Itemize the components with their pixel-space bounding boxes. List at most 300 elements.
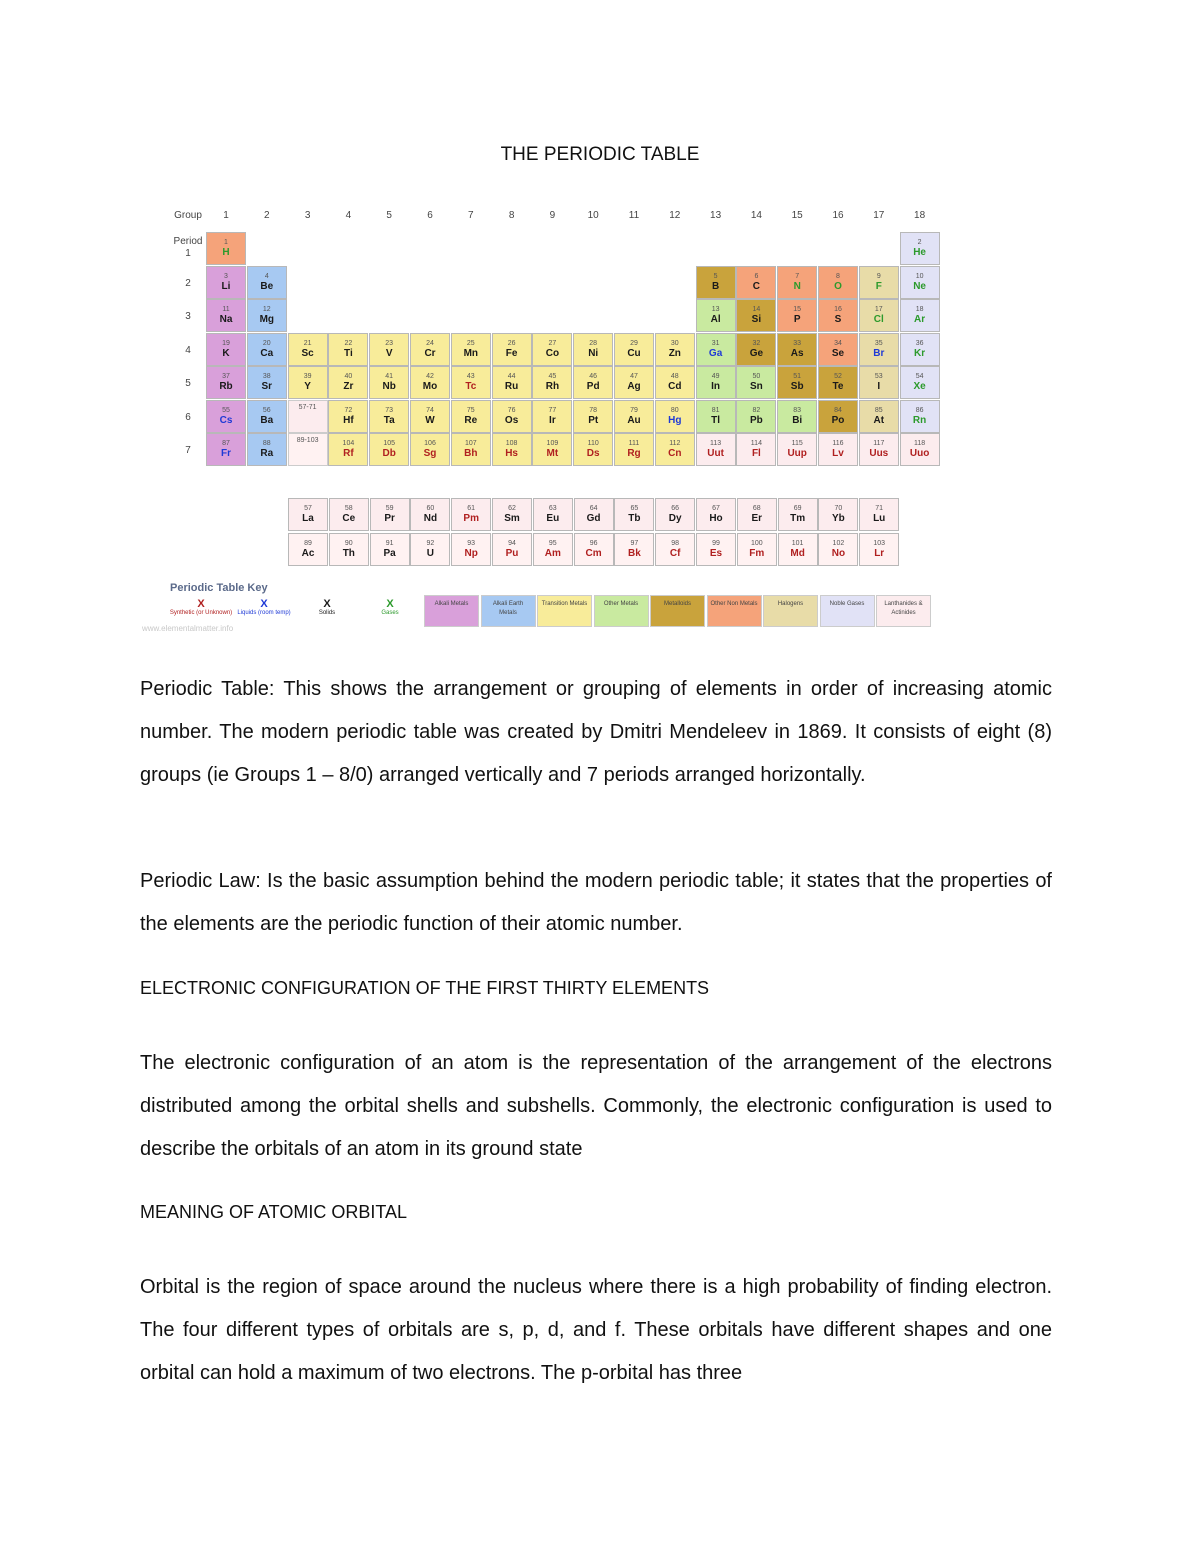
- element-symbol: Hg: [668, 414, 682, 426]
- element-number: 23: [385, 339, 394, 347]
- element-symbol: Nd: [423, 513, 438, 524]
- element-number: 104: [342, 440, 355, 447]
- element-cell-sm: [492, 498, 532, 531]
- element-number: 107: [464, 440, 477, 447]
- element-cell-sg: [410, 433, 450, 466]
- element-symbol: Bi: [792, 414, 803, 426]
- element-cell-tm: [778, 498, 818, 531]
- element-number: 27: [548, 339, 557, 347]
- element-symbol: Hs: [505, 448, 518, 459]
- key-symbol-desc: Synthetic (or Unknown): [169, 610, 233, 616]
- element-symbol: Bk: [627, 548, 641, 559]
- element-symbol: Rf: [343, 448, 354, 459]
- element-number: 99: [712, 540, 720, 547]
- key-symbol-desc: Gases: [381, 610, 399, 616]
- element-symbol: Mn: [463, 347, 479, 359]
- element-number: 117: [873, 440, 885, 447]
- element-cell-hs: [492, 433, 532, 466]
- element-symbol: Eu: [546, 513, 560, 524]
- element-number: 68: [752, 505, 761, 512]
- group-number: 8: [508, 210, 515, 221]
- element-symbol: Ra: [260, 448, 274, 459]
- group-number: 16: [832, 210, 844, 221]
- element-cell-hg: [655, 400, 695, 433]
- element-cell-pu: [492, 533, 532, 566]
- element-number: 98: [671, 540, 680, 547]
- element-cell-ir: [532, 400, 572, 433]
- series-placeholder-cell: 89-103: [288, 433, 328, 466]
- element-symbol: Sr: [261, 381, 273, 392]
- element-cell-rh: [532, 366, 572, 399]
- element-cell-ti: [328, 333, 368, 366]
- element-cell-uup: [777, 433, 817, 466]
- element-number: 44: [507, 373, 516, 380]
- element-symbol: Am: [544, 548, 561, 559]
- element-cell-u: [410, 533, 450, 566]
- element-cell-lu: [859, 498, 899, 531]
- element-cell-tc: [451, 366, 491, 399]
- element-symbol: Uuo: [909, 448, 930, 459]
- element-cell-cr: [410, 333, 450, 366]
- element-symbol: S: [834, 314, 842, 325]
- element-cell-cf: [655, 533, 695, 566]
- element-cell-hf: [328, 400, 368, 433]
- element-number: 58: [344, 505, 353, 512]
- element-cell-er: [737, 498, 777, 531]
- element-cell-li: [206, 266, 246, 299]
- element-symbol: Md: [790, 548, 805, 559]
- element-cell-pd: [573, 366, 613, 399]
- element-cell-lv: [818, 433, 858, 466]
- element-number: 41: [385, 373, 394, 380]
- period-number: 6: [185, 411, 191, 423]
- element-cell-pr: [370, 498, 410, 531]
- element-number: 92: [426, 540, 435, 547]
- group-number: 12: [669, 210, 681, 221]
- element-symbol: O: [834, 280, 842, 292]
- element-cell-f: [859, 266, 899, 299]
- key-category-box: Lanthanides & Actinides: [876, 595, 931, 627]
- element-symbol: At: [873, 414, 885, 426]
- element-number: 110: [587, 440, 599, 447]
- element-cell-ca: [247, 333, 287, 366]
- element-symbol: Ru: [504, 381, 519, 392]
- element-number: 62: [508, 505, 516, 512]
- element-cell-bi: [777, 400, 817, 433]
- element-symbol: Xe: [913, 381, 926, 392]
- element-number: 61: [467, 505, 476, 512]
- key-category-box: Other Metals: [594, 595, 649, 627]
- element-cell-re: [451, 400, 491, 433]
- element-number: 85: [874, 406, 883, 414]
- element-cell-es: [696, 533, 736, 566]
- element-symbol: Ca: [260, 347, 274, 359]
- element-symbol: F: [875, 280, 882, 292]
- element-number: 115: [791, 440, 803, 447]
- key-category-box: Alkali Earth Metals: [481, 595, 536, 627]
- element-number: 55: [222, 406, 230, 414]
- element-symbol: Al: [710, 314, 721, 325]
- element-number: 39: [303, 373, 312, 380]
- element-symbol: Fr: [221, 448, 231, 459]
- element-number: 106: [424, 440, 436, 447]
- element-number: 51: [793, 373, 802, 380]
- element-cell-md: [778, 533, 818, 566]
- element-symbol: No: [831, 548, 846, 559]
- element-number: 48: [670, 373, 679, 380]
- element-symbol: I: [877, 381, 881, 392]
- element-cell-mg: [247, 299, 287, 332]
- element-number: 12: [262, 306, 271, 313]
- element-cell-at: [859, 400, 899, 433]
- element-symbol: Br: [873, 347, 885, 359]
- element-symbol: Co: [545, 347, 560, 359]
- element-number: 18: [915, 306, 924, 313]
- element-cell-al: [696, 299, 736, 332]
- element-cell-kr: [900, 333, 940, 366]
- element-symbol: Pu: [505, 548, 519, 559]
- element-symbol: Ni: [588, 347, 599, 359]
- element-cell-la: [288, 498, 328, 531]
- group-number: 18: [914, 210, 926, 221]
- element-cell-n: [777, 266, 817, 299]
- element-cell-co: [532, 333, 572, 366]
- element-number: 45: [548, 373, 557, 380]
- element-cell-os: [492, 400, 532, 433]
- element-symbol: Pa: [383, 548, 396, 559]
- element-symbol: Kr: [914, 347, 926, 359]
- element-number: 46: [589, 373, 598, 380]
- element-cell-bk: [614, 533, 654, 566]
- element-symbol: Uus: [869, 448, 889, 459]
- element-number: 53: [874, 373, 883, 380]
- element-number: 6: [754, 272, 759, 280]
- paragraph-electronic-configuration: The electronic configuration of an atom is the representation of the arrangement of the electrons distributed among the orbital shells and subshells. Commonly, the electronic configuration is used to describe the orbitals of an atom in its ground state: [140, 1052, 1052, 1160]
- element-cell-fr: [206, 433, 246, 466]
- element-symbol: In: [711, 381, 721, 392]
- element-cell-cm: [574, 533, 614, 566]
- element-number: 96: [589, 540, 598, 547]
- element-number: 24: [426, 339, 434, 347]
- series-placeholder-cell: 57-71: [288, 400, 328, 433]
- element-cell-uuo: [900, 433, 940, 466]
- element-symbol: Sc: [301, 347, 314, 359]
- element-cell-br: [859, 333, 899, 366]
- element-number: 91: [385, 540, 394, 547]
- element-symbol: Pb: [750, 414, 763, 426]
- element-symbol: Os: [504, 414, 519, 426]
- element-number: 47: [630, 373, 638, 380]
- element-cell-sn: [736, 366, 776, 399]
- period-number: 5: [185, 378, 191, 389]
- element-number: 75: [466, 406, 475, 414]
- element-symbol: Gd: [586, 513, 601, 524]
- group-number: 2: [264, 210, 270, 221]
- element-number: 19: [222, 339, 230, 347]
- group-number: 11: [628, 210, 640, 221]
- element-cell-nd: [410, 498, 450, 531]
- element-number: 95: [548, 540, 557, 547]
- element-symbol: Hf: [343, 414, 354, 426]
- element-number: 13: [711, 306, 720, 313]
- element-cell-ge: [736, 333, 776, 366]
- element-symbol: Uup: [787, 448, 807, 459]
- element-number: 59: [385, 505, 394, 512]
- element-symbol: Nb: [382, 381, 396, 392]
- element-symbol: Ce: [342, 513, 356, 524]
- group-number: 1: [223, 210, 229, 221]
- element-symbol: Rg: [627, 448, 641, 459]
- element-number: 116: [832, 440, 844, 447]
- periodic-table-figure: [142, 206, 940, 636]
- element-symbol: V: [385, 347, 393, 359]
- element-number: 73: [385, 406, 394, 414]
- element-number: 90: [344, 540, 353, 547]
- element-cell-uus: [859, 433, 899, 466]
- group-header-label: Group: [174, 210, 202, 221]
- element-symbol: Ar: [914, 314, 926, 325]
- heading-atomic-orbital: MEANING OF ATOMIC ORBITAL: [140, 1202, 408, 1222]
- element-number: 65: [630, 505, 639, 512]
- element-number: 81: [711, 406, 720, 414]
- element-number: 11: [222, 306, 230, 313]
- element-number: 15: [793, 306, 802, 313]
- element-number: 36: [915, 339, 924, 347]
- element-symbol: Dy: [668, 513, 682, 524]
- element-number: 83: [793, 406, 802, 414]
- element-symbol: Ds: [586, 448, 600, 459]
- element-symbol: Er: [751, 513, 763, 524]
- group-number: 17: [873, 210, 885, 221]
- element-number: 10: [915, 272, 924, 280]
- key-category-box: Alkali Metals: [424, 595, 479, 627]
- element-number: 97: [630, 540, 639, 547]
- element-number: 34: [834, 339, 842, 347]
- period-number: 4: [185, 344, 191, 356]
- element-number: 69: [793, 505, 802, 512]
- element-cell-no: [818, 533, 858, 566]
- element-cell-o: [818, 266, 858, 299]
- element-number: 88: [262, 440, 271, 447]
- group-number: 14: [750, 210, 762, 221]
- element-cell-tl: [696, 400, 736, 433]
- element-cell-cs: [206, 400, 246, 433]
- group-number: 4: [345, 210, 352, 221]
- watermark-text: www.elementalmatter.info: [142, 624, 234, 633]
- element-cell-sr: [247, 366, 287, 399]
- element-cell-pa: [370, 533, 410, 566]
- element-cell-mt: [532, 433, 572, 466]
- element-symbol: Uut: [707, 448, 724, 459]
- element-number: 31: [711, 339, 720, 347]
- element-symbol: B: [711, 280, 720, 292]
- element-cell-ce: [329, 498, 369, 531]
- element-number: 114: [750, 440, 762, 447]
- element-number: 102: [832, 540, 845, 547]
- element-number: 40: [344, 373, 353, 380]
- element-symbol: Te: [832, 381, 844, 392]
- element-number: 35: [874, 339, 883, 347]
- element-symbol: Yb: [832, 513, 845, 524]
- element-symbol: Tb: [628, 513, 641, 524]
- element-cell-y: [288, 366, 328, 399]
- element-number: 16: [834, 306, 842, 313]
- element-cell-ac: [288, 533, 328, 566]
- element-cell-b: [696, 266, 736, 299]
- element-cell-se: [818, 333, 858, 366]
- element-symbol: Fl: [751, 448, 761, 459]
- element-symbol: Pr: [384, 513, 395, 524]
- element-symbol: Se: [831, 347, 845, 359]
- element-symbol: Be: [260, 280, 274, 292]
- element-symbol: Bh: [464, 448, 478, 459]
- element-number: 8: [836, 272, 840, 280]
- element-symbol: Tm: [790, 513, 806, 524]
- element-symbol: Ir: [549, 414, 556, 426]
- key-symbol-mark: X: [197, 598, 205, 610]
- element-cell-ga: [696, 333, 736, 366]
- element-cell-in: [696, 366, 736, 399]
- element-cell-si: [736, 299, 776, 332]
- element-symbol: Mt: [546, 448, 559, 459]
- element-number: 74: [426, 406, 434, 414]
- element-number: 66: [671, 505, 680, 512]
- element-number: 113: [710, 440, 722, 447]
- element-cell-cl: [859, 299, 899, 332]
- element-cell-na: [206, 299, 246, 332]
- element-symbol: Ge: [749, 347, 764, 359]
- element-symbol: Rn: [912, 414, 927, 426]
- element-number: 38: [262, 373, 271, 380]
- element-symbol: As: [790, 347, 804, 359]
- element-number: 101: [791, 540, 804, 547]
- element-cell-ne: [900, 266, 940, 299]
- element-number: 2: [917, 239, 922, 246]
- element-cell-np: [451, 533, 491, 566]
- element-number: 37: [222, 373, 230, 380]
- element-cell-mn: [451, 333, 491, 366]
- paragraph-periodic-table: Periodic Table: This shows the arrangement or grouping of elements in order of increasing atomic number. The modern periodic table was created by Dmitri Mendeleev in 1869. It consists of eight (8) groups (ie Groups 1 – 8/0) arranged vertically and 7 periods arranged horizontally.: [140, 678, 1052, 786]
- element-symbol: U: [426, 548, 434, 559]
- key-symbol: [355, 598, 425, 617]
- element-number: 67: [712, 505, 720, 512]
- element-cell-he: [900, 232, 940, 265]
- period-number: 3: [185, 311, 191, 322]
- element-number: 3: [224, 272, 228, 280]
- element-number: 52: [834, 373, 842, 380]
- element-number: 50: [752, 373, 761, 380]
- element-number: 108: [505, 440, 518, 447]
- element-symbol: Re: [464, 414, 478, 426]
- key-symbol-desc: Liquids (room temp): [237, 610, 291, 616]
- element-symbol: Na: [219, 314, 233, 325]
- element-cell-ta: [369, 400, 409, 433]
- element-number: 76: [507, 406, 516, 414]
- group-number: 15: [791, 210, 803, 221]
- element-cell-w: [410, 400, 450, 433]
- key-symbol-mark: X: [323, 598, 331, 610]
- element-number: 80: [670, 406, 679, 414]
- key-symbol: [292, 598, 362, 617]
- element-cell-te: [818, 366, 858, 399]
- element-symbol: Y: [304, 381, 311, 392]
- element-cell-ag: [614, 366, 654, 399]
- element-symbol: He: [913, 247, 926, 258]
- key-category-box: Other Non Metals: [707, 595, 762, 627]
- element-number: 9: [876, 272, 881, 280]
- element-number: 7: [795, 272, 800, 280]
- page-title: THE PERIODIC TABLE: [500, 144, 700, 165]
- element-symbol: Li: [221, 280, 231, 292]
- element-cell-yb: [818, 498, 858, 531]
- element-cell-db: [369, 433, 409, 466]
- element-symbol: Cu: [627, 347, 641, 359]
- element-number: 21: [303, 339, 312, 347]
- element-symbol: Pm: [463, 513, 479, 524]
- element-cell-rg: [614, 433, 654, 466]
- element-number: 105: [383, 440, 396, 447]
- element-symbol: Cr: [424, 347, 436, 359]
- element-cell-zn: [655, 333, 695, 366]
- element-number: 79: [630, 406, 638, 414]
- element-symbol: Ba: [260, 414, 274, 426]
- group-number: 13: [710, 210, 722, 221]
- element-number: 32: [752, 339, 761, 347]
- element-number: 56: [262, 406, 271, 414]
- element-cell-tb: [614, 498, 654, 531]
- period-header-label: Period: [173, 236, 203, 247]
- element-number: 54: [915, 373, 924, 380]
- element-cell-bh: [451, 433, 491, 466]
- element-cell-nb: [369, 366, 409, 399]
- element-symbol: Ti: [344, 347, 353, 359]
- key-category-box: Noble Gases: [820, 595, 875, 627]
- element-number: 29: [630, 339, 638, 347]
- element-number: 103: [873, 540, 886, 547]
- element-cell-eu: [533, 498, 573, 531]
- element-symbol: Sn: [750, 381, 763, 392]
- group-number: 6: [427, 210, 433, 221]
- element-cell-au: [614, 400, 654, 433]
- element-cell-am: [533, 533, 573, 566]
- element-cell-lr: [859, 533, 899, 566]
- element-symbol: N: [793, 280, 801, 292]
- element-symbol: Rh: [545, 381, 560, 392]
- element-symbol: Ag: [627, 381, 641, 392]
- element-cell-rb: [206, 366, 246, 399]
- element-symbol: La: [302, 513, 314, 524]
- element-number: 4: [264, 272, 269, 280]
- element-symbol: Sm: [504, 513, 520, 524]
- group-number: 9: [549, 210, 556, 221]
- element-cell-ho: [696, 498, 736, 531]
- element-cell-ar: [900, 299, 940, 332]
- element-symbol: P: [793, 314, 801, 325]
- element-number: 26: [507, 339, 516, 347]
- element-symbol: Lu: [873, 513, 886, 524]
- element-cell-pm: [451, 498, 491, 531]
- element-number: 25: [466, 339, 475, 347]
- element-cell-v: [369, 333, 409, 366]
- element-cell-ru: [492, 366, 532, 399]
- element-number: 89: [304, 540, 312, 547]
- group-number: 7: [468, 210, 474, 221]
- element-number: 111: [628, 440, 640, 447]
- element-cell-mo: [410, 366, 450, 399]
- element-symbol: Pt: [588, 414, 599, 426]
- element-symbol: Ta: [383, 414, 395, 426]
- element-cell-i: [859, 366, 899, 399]
